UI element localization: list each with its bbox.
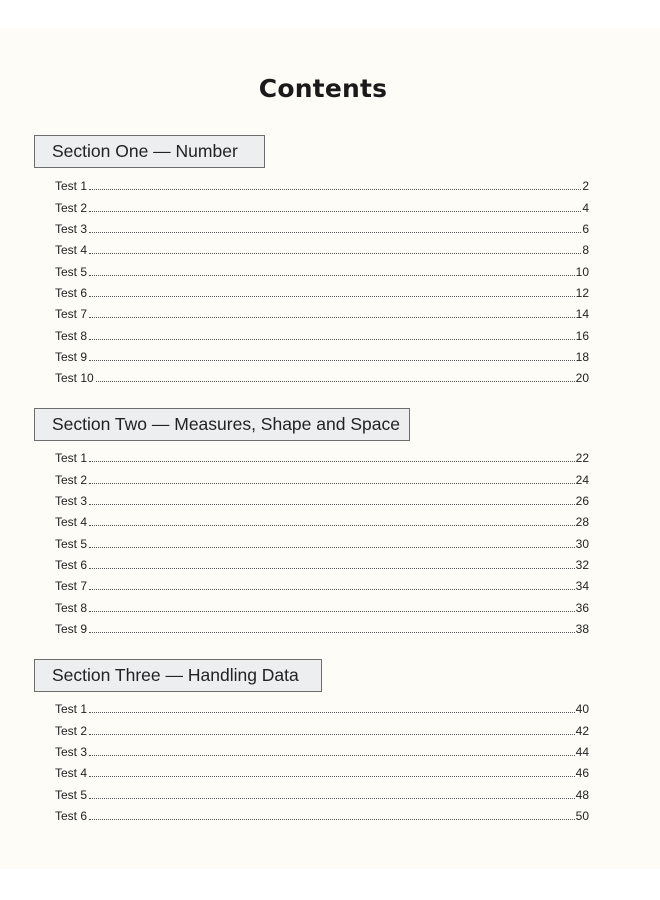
entry-page-number: 26	[575, 494, 589, 509]
entry-page-number: 38	[575, 622, 589, 637]
dot-leader	[89, 189, 581, 190]
section-one-entries	[55, 172, 589, 385]
entry-label: Test 4	[55, 243, 88, 258]
entry-page-number: 12	[575, 286, 589, 301]
dot-leader	[89, 296, 575, 297]
toc-entry[interactable]	[55, 593, 589, 614]
toc-entry[interactable]	[55, 444, 589, 465]
entry-label: Test 7	[55, 579, 88, 594]
section-two-entries	[55, 444, 589, 636]
entry-page-number: 32	[575, 558, 589, 573]
entry-page-number: 46	[575, 766, 589, 781]
dot-leader	[89, 253, 581, 254]
entry-label: Test 9	[55, 350, 88, 365]
entry-label: Test 4	[55, 766, 88, 781]
page-title: Contents	[258, 74, 388, 103]
toc-entry[interactable]	[55, 508, 589, 529]
entry-page-number: 8	[582, 243, 589, 258]
entry-label: Test 6	[55, 809, 88, 824]
toc-entry[interactable]	[55, 236, 589, 257]
dot-leader	[89, 360, 575, 361]
entry-label: Test 5	[55, 787, 88, 802]
toc-entry[interactable]	[55, 551, 589, 572]
dot-leader	[89, 525, 575, 526]
toc-entry[interactable]	[55, 780, 589, 801]
dot-leader	[89, 483, 575, 484]
toc-entry[interactable]	[55, 738, 589, 759]
entry-page-number: 34	[575, 579, 589, 594]
entry-label: Test 4	[55, 515, 88, 530]
entry-label: Test 3	[55, 494, 88, 509]
entry-page-number: 48	[575, 787, 589, 802]
entry-page-number: 30	[575, 536, 589, 551]
entry-label: Test 1	[55, 451, 88, 466]
contents-page	[0, 28, 660, 869]
entry-page-number: 6	[582, 222, 589, 237]
entry-label: Test 8	[55, 328, 88, 343]
dot-leader	[89, 611, 575, 612]
entry-page-number: 16	[575, 328, 589, 343]
entry-label: Test 2	[55, 200, 88, 215]
dot-leader	[89, 275, 575, 276]
entry-label: Test 7	[55, 307, 88, 322]
entry-label: Test 9	[55, 622, 88, 637]
toc-entry[interactable]	[55, 364, 589, 385]
entry-page-number: 42	[575, 723, 589, 738]
dot-leader	[89, 589, 575, 590]
dot-leader	[89, 317, 575, 318]
toc-entry[interactable]	[55, 300, 589, 321]
dot-leader	[89, 734, 575, 735]
entry-page-number: 14	[575, 307, 589, 322]
toc-entry[interactable]	[55, 615, 589, 636]
toc-entry[interactable]	[55, 215, 589, 236]
entry-page-number: 4	[582, 200, 589, 215]
section-heading-number: Section One — Number	[34, 135, 265, 168]
entry-page-number: 10	[575, 264, 589, 279]
toc-entry[interactable]	[55, 172, 589, 193]
entry-label: Test 3	[55, 222, 88, 237]
toc-entry[interactable]	[55, 343, 589, 364]
entry-label: Test 2	[55, 472, 88, 487]
entry-page-number: 28	[575, 515, 589, 530]
dot-leader	[89, 461, 575, 462]
entry-label: Test 6	[55, 558, 88, 573]
toc-entry[interactable]	[55, 759, 589, 780]
dot-leader	[89, 339, 575, 340]
toc-entry[interactable]	[55, 279, 589, 300]
toc-entry[interactable]	[55, 321, 589, 342]
entry-page-number: 40	[575, 702, 589, 717]
entry-page-number: 18	[575, 350, 589, 365]
entry-label: Test 3	[55, 745, 88, 760]
entry-label: Test 1	[55, 179, 88, 194]
entry-page-number: 24	[575, 472, 589, 487]
dot-leader	[89, 568, 575, 569]
dot-leader	[89, 712, 575, 713]
dot-leader	[96, 381, 575, 382]
dot-leader	[89, 755, 575, 756]
dot-leader	[89, 547, 575, 548]
toc-entry[interactable]	[55, 487, 589, 508]
entry-page-number: 36	[575, 600, 589, 615]
toc-entry[interactable]	[55, 716, 589, 737]
entry-label: Test 6	[55, 286, 88, 301]
entry-page-number: 50	[575, 809, 589, 824]
entry-label: Test 5	[55, 264, 88, 279]
toc-entry[interactable]	[55, 529, 589, 550]
section-three-entries	[55, 695, 589, 823]
dot-leader	[89, 819, 575, 820]
toc-entry[interactable]	[55, 465, 589, 486]
toc-entry[interactable]	[55, 802, 589, 823]
section-heading-handling-data: Section Three — Handling Data	[34, 659, 322, 692]
dot-leader	[89, 632, 575, 633]
dot-leader	[89, 232, 581, 233]
entry-label: Test 2	[55, 723, 88, 738]
entry-page-number: 44	[575, 745, 589, 760]
dot-leader	[89, 798, 575, 799]
section-heading-measures-shape-space: Section Two — Measures, Shape and Space	[34, 408, 410, 441]
dot-leader	[89, 776, 575, 777]
entry-label: Test 10	[55, 371, 94, 386]
entry-page-number: 20	[575, 371, 589, 386]
toc-entry[interactable]	[55, 257, 589, 278]
toc-entry[interactable]	[55, 193, 589, 214]
toc-entry[interactable]	[55, 572, 589, 593]
entry-label: Test 8	[55, 600, 88, 615]
entry-label: Test 5	[55, 536, 88, 551]
entry-page-number: 22	[575, 451, 589, 466]
dot-leader	[89, 211, 581, 212]
toc-entry[interactable]	[55, 695, 589, 716]
dot-leader	[89, 504, 575, 505]
entry-label: Test 1	[55, 702, 88, 717]
entry-page-number: 2	[582, 179, 589, 194]
